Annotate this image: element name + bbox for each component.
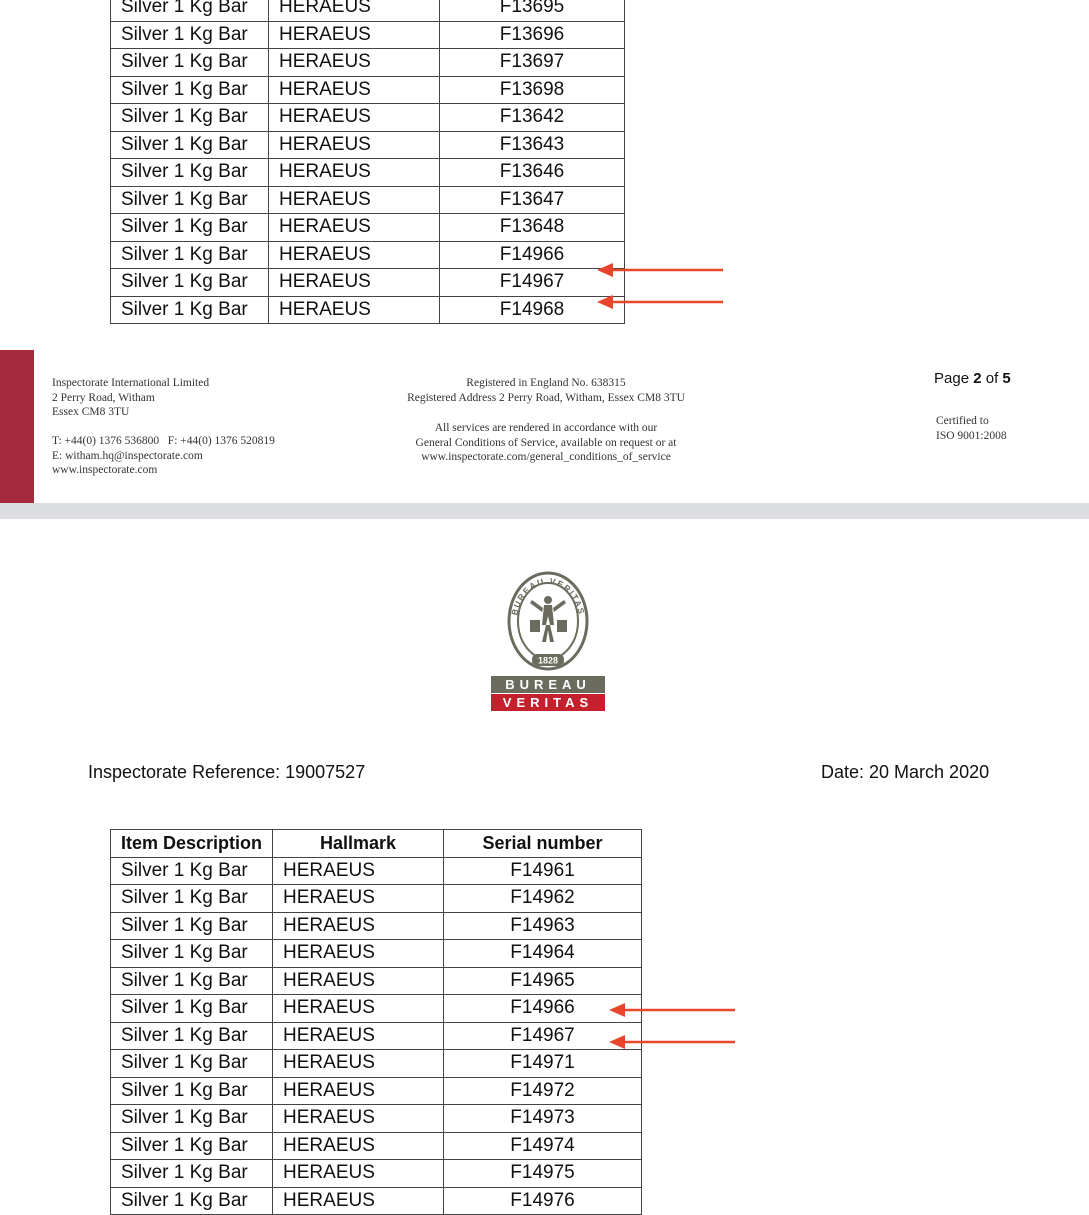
- item-description-cell: Silver 1 Kg Bar: [111, 21, 269, 49]
- footer-color-bar: [0, 350, 34, 503]
- serial-number-cell: F14965: [444, 967, 642, 995]
- table-row: [111, 1187, 642, 1215]
- item-description-cell: Silver 1 Kg Bar: [111, 186, 269, 214]
- hallmark-cell: HERAEUS: [269, 21, 440, 49]
- item-description-cell: Silver 1 Kg Bar: [111, 131, 269, 159]
- logo-word-veritas: VERITAS: [491, 694, 605, 711]
- column-header-item-description: Item Description: [111, 830, 273, 858]
- hallmark-cell: HERAEUS: [273, 857, 444, 885]
- table-row: [111, 241, 625, 269]
- hallmark-cell: HERAEUS: [273, 1105, 444, 1133]
- serial-number-cell: F14966: [444, 995, 642, 1023]
- hallmark-cell: HERAEUS: [273, 885, 444, 913]
- table-row: [111, 995, 642, 1023]
- page-current: 2: [973, 370, 982, 387]
- item-description-cell: Silver 1 Kg Bar: [111, 104, 269, 132]
- hallmark-cell: HERAEUS: [273, 1132, 444, 1160]
- bars-table-page-2: [110, 0, 625, 324]
- item-description-cell: Silver 1 Kg Bar: [111, 241, 269, 269]
- page-separator: [0, 503, 1089, 519]
- serial-number-cell: F14963: [444, 912, 642, 940]
- page-number: [934, 370, 1011, 387]
- hallmark-cell: HERAEUS: [269, 186, 440, 214]
- serial-number-cell: F14976: [444, 1187, 642, 1215]
- inspectorate-reference: Inspectorate Reference: 19007527: [88, 762, 366, 782]
- column-header-hallmark: Hallmark: [273, 830, 444, 858]
- table-row: [111, 214, 625, 242]
- serial-number-cell: F14964: [444, 940, 642, 968]
- footer-line: www.inspectorate.com/general_conditions_of_service: [421, 451, 671, 463]
- hallmark-cell: HERAEUS: [273, 1160, 444, 1188]
- item-description-cell: Silver 1 Kg Bar: [111, 1022, 273, 1050]
- serial-number-cell: F14962: [444, 885, 642, 913]
- page-label: Page: [934, 370, 970, 387]
- left-arrow-icon: [595, 262, 725, 278]
- footer-contact: [52, 434, 275, 478]
- serial-number-cell: F13697: [440, 49, 625, 77]
- table-row: [111, 1022, 642, 1050]
- table-row: [111, 1160, 642, 1188]
- serial-number-cell: F14961: [444, 857, 642, 885]
- hallmark-cell: HERAEUS: [273, 1050, 444, 1078]
- footer-line: ISO 9001:2008: [936, 429, 1007, 442]
- logo-word-bureau: BUREAU: [491, 676, 605, 693]
- document-date: Date: 20 March 2020: [821, 762, 990, 782]
- item-description-cell: Silver 1 Kg Bar: [111, 940, 273, 968]
- table-row: [111, 885, 642, 913]
- item-description-cell: Silver 1 Kg Bar: [111, 159, 269, 187]
- footer-line: T: +44(0) 1376 536800 F: +44(0) 1376 520819: [52, 435, 275, 447]
- hallmark-cell: HERAEUS: [269, 159, 440, 187]
- item-description-cell: Silver 1 Kg Bar: [111, 1050, 273, 1078]
- item-description-cell: Silver 1 Kg Bar: [111, 0, 269, 21]
- table-row: [111, 49, 625, 77]
- table-row: [111, 186, 625, 214]
- serial-number-cell: F13695: [440, 0, 625, 21]
- document-page-2: [0, 0, 1089, 503]
- table-row: [111, 1077, 642, 1105]
- bureau-veritas-logo: [506, 570, 590, 672]
- hallmark-cell: HERAEUS: [269, 0, 440, 21]
- logo-ring-text: BUREAU VERITAS: [509, 575, 587, 617]
- item-description-cell: Silver 1 Kg Bar: [111, 214, 269, 242]
- serial-number-cell: F13643: [440, 131, 625, 159]
- hallmark-cell: HERAEUS: [269, 131, 440, 159]
- table-row: [111, 1132, 642, 1160]
- table-header-row: [111, 830, 642, 858]
- table-row: [111, 1050, 642, 1078]
- table-row: [111, 104, 625, 132]
- hallmark-cell: HERAEUS: [273, 1077, 444, 1105]
- hallmark-cell: HERAEUS: [273, 1187, 444, 1215]
- bars-table-page-3: [110, 829, 642, 1215]
- item-description-cell: Silver 1 Kg Bar: [111, 912, 273, 940]
- logo-year: 1828: [537, 655, 559, 666]
- footer-line: 2 Perry Road, Witham: [52, 391, 155, 404]
- serial-number-cell: F13646: [440, 159, 625, 187]
- footer-line: E: witham.hq@inspectorate.com: [52, 449, 203, 462]
- table-row: [111, 0, 625, 21]
- table-row: [111, 76, 625, 104]
- column-header-serial-number: Serial number: [444, 830, 642, 858]
- footer-certification: [936, 414, 1007, 443]
- item-description-cell: Silver 1 Kg Bar: [111, 1105, 273, 1133]
- hallmark-cell: HERAEUS: [269, 49, 440, 77]
- item-description-cell: Silver 1 Kg Bar: [111, 1077, 273, 1105]
- table-row: [111, 857, 642, 885]
- item-description-cell: Silver 1 Kg Bar: [111, 49, 269, 77]
- hallmark-cell: HERAEUS: [273, 1022, 444, 1050]
- table-row: [111, 940, 642, 968]
- table-row: [111, 159, 625, 187]
- table-row: [111, 967, 642, 995]
- hallmark-cell: HERAEUS: [273, 912, 444, 940]
- hallmark-cell: HERAEUS: [269, 296, 440, 324]
- footer-line: Registered Address 2 Perry Road, Witham, Essex CM8 3TU: [407, 391, 685, 404]
- serial-number-cell: F13642: [440, 104, 625, 132]
- serial-number-cell: F13648: [440, 214, 625, 242]
- hallmark-cell: HERAEUS: [269, 104, 440, 132]
- footer-services: [350, 421, 742, 465]
- serial-number-cell: F14974: [444, 1132, 642, 1160]
- page-total: 5: [1002, 370, 1011, 387]
- item-description-cell: Silver 1 Kg Bar: [111, 269, 269, 297]
- table-row: [111, 912, 642, 940]
- item-description-cell: Silver 1 Kg Bar: [111, 1187, 273, 1215]
- item-description-cell: Silver 1 Kg Bar: [111, 76, 269, 104]
- table-row: [111, 296, 625, 324]
- item-description-cell: Silver 1 Kg Bar: [111, 1160, 273, 1188]
- table-row: [111, 21, 625, 49]
- serial-number-cell: F14973: [444, 1105, 642, 1133]
- item-description-cell: Silver 1 Kg Bar: [111, 296, 269, 324]
- page-of: of: [985, 370, 999, 387]
- hallmark-cell: HERAEUS: [269, 241, 440, 269]
- footer-company-address: [52, 376, 209, 420]
- serial-number-cell: F14967: [440, 269, 625, 297]
- item-description-cell: Silver 1 Kg Bar: [111, 995, 273, 1023]
- footer-line: Registered in England No. 638315: [466, 377, 626, 389]
- serial-number-cell: F14966: [440, 241, 625, 269]
- serial-number-cell: F14975: [444, 1160, 642, 1188]
- item-description-cell: Silver 1 Kg Bar: [111, 857, 273, 885]
- footer-line: Certified to: [936, 415, 989, 427]
- hallmark-cell: HERAEUS: [269, 76, 440, 104]
- table-row: [111, 269, 625, 297]
- serial-number-cell: F14972: [444, 1077, 642, 1105]
- item-description-cell: Silver 1 Kg Bar: [111, 1132, 273, 1160]
- footer-registration: [350, 376, 742, 405]
- left-arrow-icon: [595, 294, 725, 310]
- hallmark-cell: HERAEUS: [273, 940, 444, 968]
- footer-line: Inspectorate International Limited: [52, 377, 210, 389]
- serial-number-cell: F13696: [440, 21, 625, 49]
- serial-number-cell: F14971: [444, 1050, 642, 1078]
- hallmark-cell: HERAEUS: [273, 995, 444, 1023]
- footer-line: Essex CM8 3TU: [52, 406, 130, 418]
- serial-number-cell: F13698: [440, 76, 625, 104]
- footer-line: www.inspectorate.com: [52, 464, 158, 476]
- table-row: [111, 131, 625, 159]
- serial-number-cell: F14968: [440, 296, 625, 324]
- table-row: [111, 1105, 642, 1133]
- left-arrow-icon: [607, 1002, 737, 1018]
- hallmark-cell: HERAEUS: [269, 214, 440, 242]
- hallmark-cell: HERAEUS: [269, 269, 440, 297]
- serial-number-cell: F14967: [444, 1022, 642, 1050]
- footer-line: All services are rendered in accordance with our: [434, 422, 658, 434]
- item-description-cell: Silver 1 Kg Bar: [111, 885, 273, 913]
- footer-line: General Conditions of Service, available on request or at: [415, 436, 677, 449]
- serial-number-cell: F13647: [440, 186, 625, 214]
- item-description-cell: Silver 1 Kg Bar: [111, 967, 273, 995]
- left-arrow-icon: [607, 1034, 737, 1050]
- hallmark-cell: HERAEUS: [273, 967, 444, 995]
